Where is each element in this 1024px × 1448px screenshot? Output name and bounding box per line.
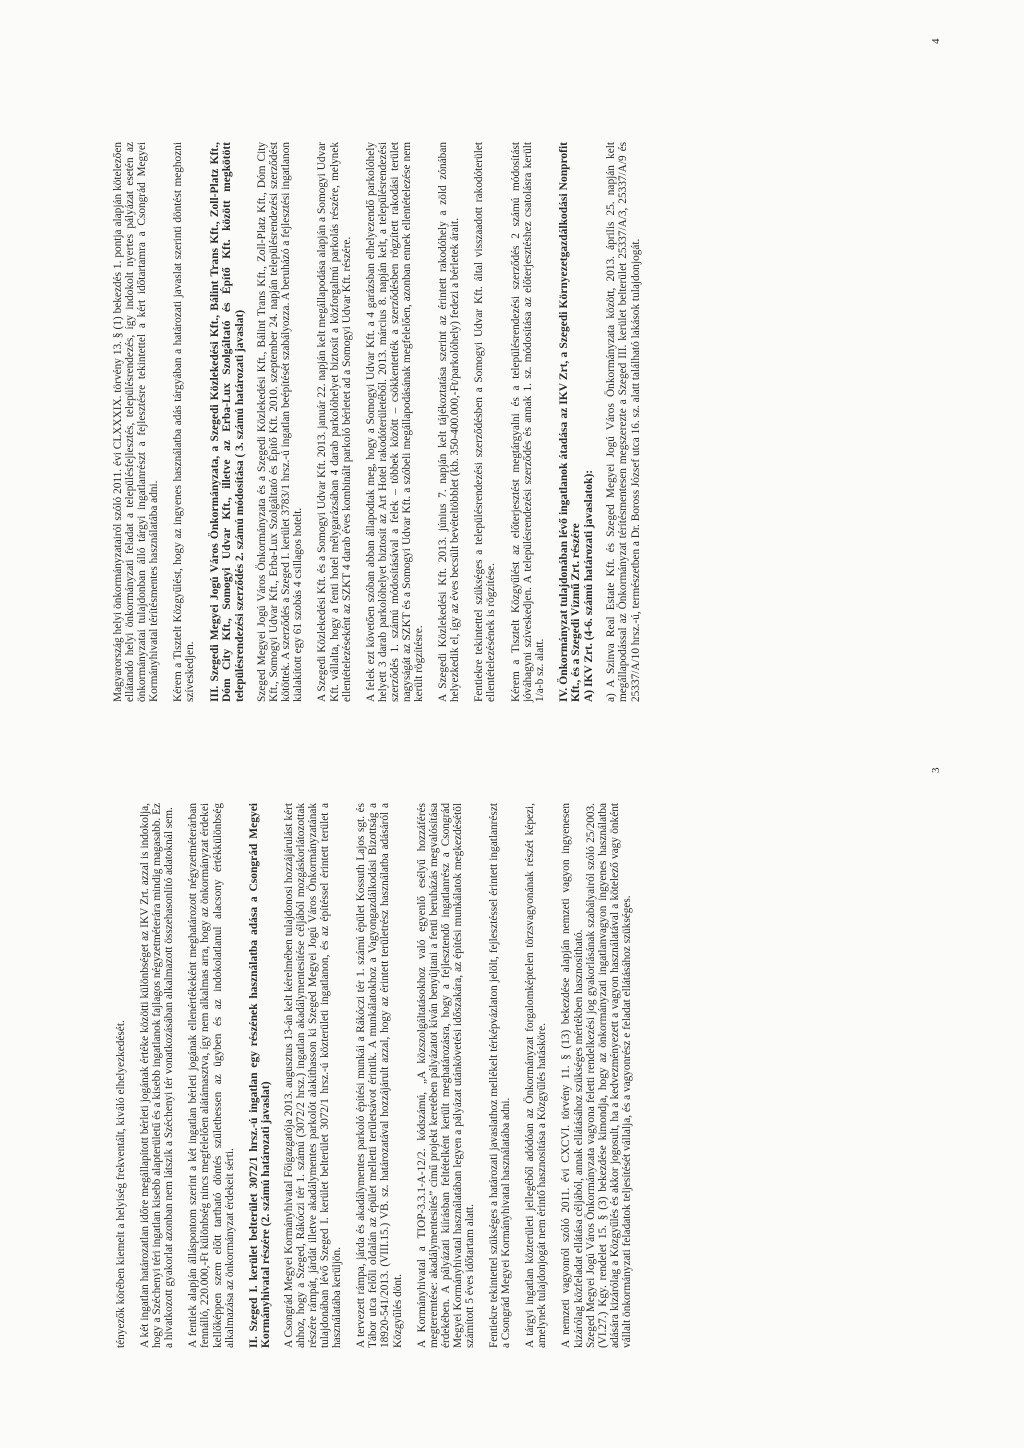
left-page-text (115, 803, 645, 1348)
right-page (0, 4, 1024, 724)
paragraph: A két ingatlan határozatlan időre megállapított bérleti jogának értéke közötti különbséget az IKV Zrt. azzal is indokolja, hogy a Széchenyi téri ingatlan kisebb alapterületű és a kisebb ingatlanok fajlagos négyzetméterára mindig magasabb. Ez a hivatkozott gyakorlat azonban nem látszik a Széchenyi tér vonatkozásában alkalmazott összehasonlító adatoknál sem. (139, 803, 176, 1348)
paragraph: A fentiek alapján álláspontom szerint a két ingatlan bérleti jogának ellenértékeként meghatározott négyzetméterárban fennálló, 220.000,-Ft különbség nincs megfelelően alátámasztva, így nem alkalmas arra, hogy az önkormányzat érdekei kellőképpen szem előtt tartható döntés születhessen az ügyben és az indokolatlanul alacsony értékkülönbség alkalmazása az önkormányzat érdekeit sérti. (187, 803, 236, 1348)
paragraph: Kérem a Tisztelt Közgyűlést az előterjesztést megtárgyalni és a településrendezési szerződés 2 számú módosítást jóváhagyni szíveskedjen. A településrendezési szerződés és annak 1. sz. módosítása az előterjesztéshez csatolásra került 1/a-b sz. alatt. (509, 142, 546, 702)
paragraph: A felek ezt követően szóban abban állapodtak meg, hogy a Somogyi Udvar Kft. a 4 garázsban elhelyezendő parkolóhely helyett 3 darab parkolóhelyet biztosít az Art Hotel rakodóterületéből. 2013. március 8. napján kelt, a településrendezési szerződés 1. számú módosításával a felek – többek között – csökkentették a szerződésben rögzített rakodási terület nagyságát az SZKT és a Somogyi Udvar Kft. a szóbeli megállapodásának megfelelően, azonban ennek ellentételezése nem került rögzítésre. (364, 142, 426, 702)
page-number: 4 (930, 38, 942, 44)
paragraph: a) A Szinva Real Estate Kft. és Szeged Megyei Jogú Város Önkormányzata között, 2013. április 25. napján kelt megállapodással az Önkormányzat térítésmentesen megszerezte a Szeged III. kerület belterület 25337/A/3, 25337/A/9 és 25337/A/10 hrsz.-ú, természetben a Dr. Boross József utca 16. sz. alatt található lakások tulajdonjogát. (605, 142, 642, 702)
paragraph: A Szegedi Közlekedési Kft. 2013. június 7. napján kelt tájékoztatása szerint az érintett rakodóhely a zöld zónában helyezkedik el, így az éves becsült bevételtöbblet (kb. 350-400.000,-Ft/parkolóhely) fedezi a bérletek árait. (437, 142, 462, 702)
paragraph: Magyarország helyi önkormányzatairól szóló 2011. évi CLXXXIX. törvény 13. § (1) bekezdés 1. pontja alapján kötelezően ellátandó helyi önkormányzati feladat a településfejlesztés, településrendezés, így indokolt nyertes pályázat esetén az önkormányzatai tulajdonban álló tárgyi ingatlanrészt a fejlesztésre tekintettel a kért időtartamra a Csongrád Megyei Kormányhivatal térítésmentes használatába adni. (112, 142, 161, 702)
paragraph: Fentiekre tekintettel szükséges a határozati javaslathoz mellékelt térképvázlaton jelölt, fejlesztéssel érintett ingatlanrészt a Csongrád Megyei Kormányhivatal használatába adni. (488, 803, 513, 1348)
paragraph: Szeged Megyei Jogú Város Önkormányzata és a Szegedi Közlekedési Kft., Bálint Trans Kft., Zoll-Platz Kft., Dóm City Kft., Somogyi Udvar Kft., Erba-Lux Szolgáltató és Építő Kft. 2010. szeptember 24. napján településrendezési szerződést kötöttek. A szerződés a Szeged I. kerület 3783/1 hrsz.-ú ingatlan beépítését szabályozza. A beruházó a fejlesztési ingatlanon kialakított egy 61 szobás 4 csillagos hotelt. (256, 142, 305, 702)
left-page (0, 728, 1024, 1448)
paragraph: Szeged Megyei Jogú Város Önkormányzata vagyona feletti rendelkezési jog gyakorlásának szabályairól szóló 25/2003. (VI.27.) Kgy. rendelet 15. § (3) bekezdése kimondja, hogy az önkormányzati ingatlanvagyon ingyenes használatba adására kizárólag a Közgyűlés és akkor jogosult, ha a kedvezményezett a vagyon használatával a kötelező vagy önként vállalt önkormányzati feladatok teljesítését vállalja, és a vagyonrész e feladat ellátásához szükséges. (584, 803, 633, 1348)
paragraph: A tárgyi ingatlan közterületi jellegéből adódóan az Önkormányzat forgalomképtelen törzsvagyonának részét képezi, amelynek tulajdonjogát nem érintő hasznosítása a Közgyűlés hatásköre. (524, 803, 549, 1348)
paragraph: A tervezett rámpa, járda és akadálymentes parkoló építési munkái a Rákóczi tér 1. számú épület Kossuth Lajos sgt. és Tábor utca felőli oldalán az épület melletti területsávot érintik. A munkálatokhoz a Vagyongazdálkodási Bizottság a 18920-541/2013. (VIII.15.) VB. sz. határozatával hozzájárult azzal, hogy az érintett területrész használatba adásáról a Közgyűlés dönt. (355, 803, 404, 1348)
paragraph: tényezők körében kiemelt a helyiség frekventált, kiváló elhelyezkedését. (115, 1020, 127, 1348)
paragraph: Kérem a Tisztelt Közgyűlést, hogy az ingyenes használatba adás tárgyában a határozati javaslat szerinti döntést meghozni szíveskedjen. (172, 142, 197, 702)
page-number: 3 (930, 767, 942, 773)
right-page-text (112, 142, 654, 702)
paragraph: A Kormányhivatal a TIOP-3.3.1-A-12/2. kódszámú, „A közszolgáltatásokhoz való egyenlő esélyű hozzáférés megteremtése: akadálymentesítés” című projekt keretében pályázatot kíván benyújtani a fenti beruházás megvalósítása érdekében. A pályázati kiírásban feltételként került meghatározásra, hogy a fejlesztendő ingatlanrész a Csongrád Megyei Kormányhivatal használatában legyen a pályázat utánkövetési időszakára, az építési munkálatok megkezdésétől számított 5 éves időtartam alatt. (415, 803, 476, 1348)
paragraph: A Csongrád Megyei Kormányhivatal Főigazgatója 2013. augusztus 13-án kelt kérelmében tulajdonosi hozzájárulást kért ahhoz, hogy a Szeged, Rákóczi tér 1. számú (3072/2 hrsz.) ingatlan akadálymentesítése céljából mozgáskorlátozottak részére rámpát, járdát illetve akadálymentes parkolót alakíthasson ki Szeged Megyei Jogú Város Önkormányzatának tulajdonában lévő Szeged I. kerület belterület 3072/1 hrsz.-ú közterületi ingatlanon, és az építéssel érintett terület a használatába kerüljön. (282, 803, 344, 1348)
paragraph: A nemzeti vagyonról szóló 2011. évi CXCVI. törvény 11. § (13) bekezdése alapján nemzeti vagyon ingyenesen kizárólag közfeladat ellátása céljából, annak ellátásához szükséges mértékben hasznosítható. (560, 803, 585, 1348)
paragraph: A Szegedi Közlekedési Kft. és a Somogyi Udvar Kft. 2013. január 22. napján kelt megállapodása alapján a Somogyi Udvar Kft. vállalta, hogy a fenti hotel mélygarázsában 4 darab parkolóhelyet biztosít a közforgalmú parkolás részére, melynek ellentételezéseként az SZKT 4 darab éves kombinált parkoló bérletet ad a Somogyi Udvar Kft. részére. (316, 142, 353, 702)
section-heading-4: IV. Önkormányzat tulajdonában lévő ingatlanok átadása az IKV Zrt, a Szegedi Környezetgazdálkodási Nonprofit Kft., és a Szegedi Vízmű Zrt. részére (557, 142, 583, 702)
section-heading-2: II. Szeged I. kerület belterület 3072/1 hrsz.-ú ingatlan egy részének használatba adása a Csongrád Megyei Kormányhivatal részére (2. számú határozati javaslat) (247, 803, 273, 1348)
subsection-heading: A) IKV Zrt. (4-6. számú határozati javaslatok): (582, 469, 595, 702)
section-heading-3: III. Szegedi Megyei Jogú Város Önkormányzata, a Szegedi Közlekedési Kft., Bálint Trans Kft., Zoll-Platz Kft., Dóm City Kft., Somogyi Udvar Kft., illetve az Erba-Lux Szolgáltató és Építő Kft. között megkötött településrendezési szerződés 2. számú módosítása ( 3. számú határozati javaslat) (208, 142, 246, 702)
paragraph: Fentiekre tekintettel szükséges a településrendezési szerződésben a Somogyi Udvar Kft. által visszaadott rakodóterület ellentételezésének is rögzítése. (473, 142, 498, 702)
